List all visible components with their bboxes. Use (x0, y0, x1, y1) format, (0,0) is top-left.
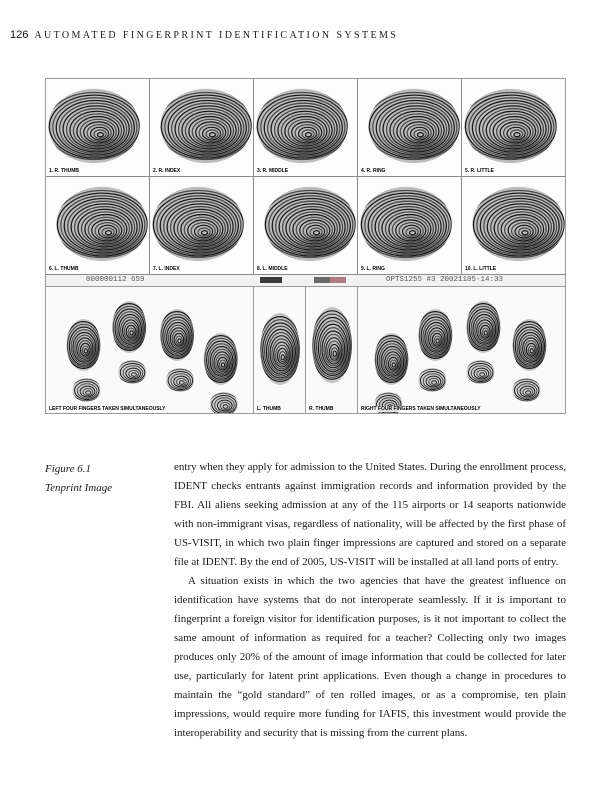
figure-label: Figure 6.1 (45, 463, 92, 475)
redaction-block (330, 277, 346, 283)
card-id-left: 000000112 659 (86, 276, 145, 284)
fingerprint-image (46, 177, 150, 275)
rolled-print-r-middle (254, 79, 358, 177)
figure-title: Tenprint Image (45, 482, 113, 494)
rolled-print-l-index (150, 177, 254, 275)
fingerprint-image (46, 79, 150, 177)
print-label: 5. R. LITTLE (465, 168, 494, 174)
print-label: 1. R. THUMB (49, 168, 79, 174)
running-head (10, 29, 398, 41)
page-number: 126 (10, 29, 29, 41)
fingerprint-image (462, 177, 566, 275)
print-label: 10. L. LITTLE (465, 266, 497, 272)
plain-right-four-fingers (358, 287, 566, 414)
rolled-print-l-little (462, 177, 566, 275)
fingerprint-image (254, 79, 358, 177)
fingerprint-image (358, 287, 566, 414)
fingerprint-image (150, 177, 254, 275)
body-text (174, 458, 566, 743)
running-title: AUTOMATED FINGERPRINT IDENTIFICATION SYSTEMS (34, 30, 399, 41)
plain-left-thumb (254, 287, 306, 414)
rolled-print-l-thumb (46, 177, 150, 275)
print-label: LEFT FOUR FINGERS TAKEN SIMULTANEOUSLY (49, 406, 166, 412)
fingerprint-image (254, 287, 306, 414)
rolled-print-l-ring (358, 177, 462, 275)
rolled-print-r-little (462, 79, 566, 177)
paragraph: entry when they apply for admission to the United States. During the enrollment process, IDENT checks entrants against immigration records and information provided by the FBI. All aliens seeking admission at any of the 115 airports or 14 seaports nationwide with non-immigrant visas, regardless of nationality, will be affected by the first phase of US-VISIT, in which two plain finger impressions are captured and stored on a separate file at IDENT. By the end of 2005, US-VISIT will be installed at all land ports of entry. (174, 461, 566, 568)
print-label: R. THUMB (309, 406, 334, 412)
print-label: 9. L. RING (361, 266, 385, 272)
print-label: 3. R. MIDDLE (257, 168, 289, 174)
card-id-stripe (46, 275, 566, 287)
rolled-print-l-middle (254, 177, 358, 275)
card-id-right: OPTS1255 #3 20021105-14:33 (386, 276, 504, 284)
fingerprint-image (254, 177, 358, 275)
paragraph: A situation exists in which the two agencies that have the greatest influence on identification have systems that do not interoperate seamlessly. If it is important to fingerprint a foreign visitor for identification purposes, is it not important to collect the same amount of information as required for a teacher? Collecting only two images produces only 20% of the amount of image information that could be collected for later use, particularly for latent print applications. Even though a change in procedures to maintain the “gold standard” of ten rolled images, or as a compromise, ten plain impressions, would require more funding for IAFIS, this investment would provide the interoperability and security that is missing from the current plans. (174, 575, 566, 739)
print-label: 2. R. INDEX (153, 168, 181, 174)
rolled-print-r-ring (358, 79, 462, 177)
print-label: 6. L. THUMB (49, 266, 79, 272)
fingerprint-image (358, 177, 462, 275)
print-label: L. THUMB (257, 406, 281, 412)
fingerprint-image (462, 79, 566, 177)
plain-right-thumb (306, 287, 358, 414)
print-label: 8. L. MIDDLE (257, 266, 288, 272)
print-label: RIGHT FOUR FINGERS TAKEN SIMULTANEOUSLY (361, 406, 481, 412)
figure-caption (45, 460, 112, 498)
rolled-print-r-index (150, 79, 254, 177)
fingerprint-image (306, 287, 358, 414)
redaction-block (260, 277, 282, 283)
fingerprint-image (150, 79, 254, 177)
print-label: 7. L. INDEX (153, 266, 180, 272)
plain-left-four-fingers (46, 287, 254, 414)
fingerprint-image (358, 79, 462, 177)
print-label: 4. R. RING (361, 168, 386, 174)
rolled-print-r-thumb (46, 79, 150, 177)
tenprint-card-figure (45, 78, 566, 414)
fingerprint-image (46, 287, 254, 414)
redaction-block (314, 277, 330, 283)
